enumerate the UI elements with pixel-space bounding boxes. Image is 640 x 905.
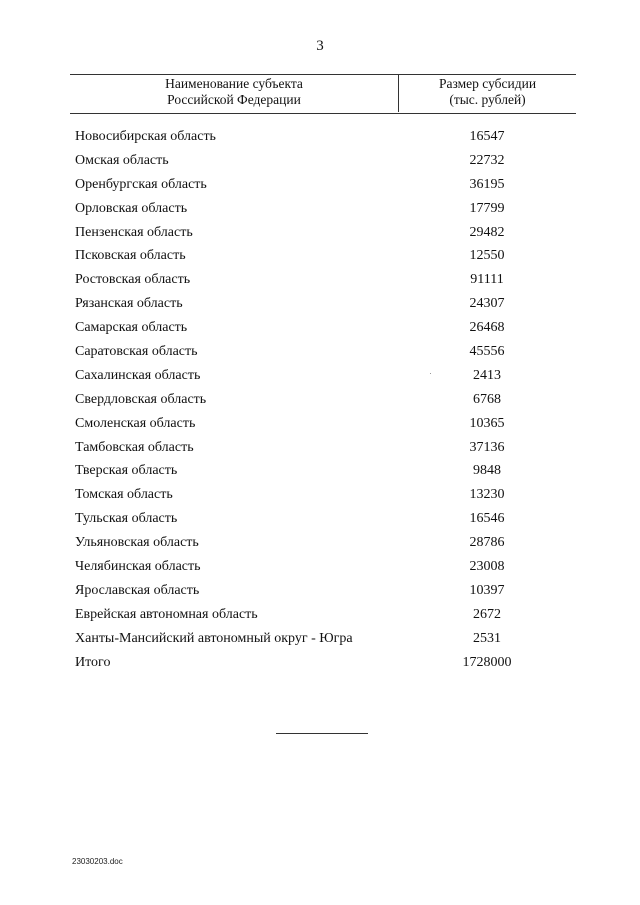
region-name: Пензенская область [75,224,193,240]
region-name: Томская область [75,487,173,503]
table-row [70,271,576,295]
region-name: Самарская область [75,320,188,336]
table-row [70,367,576,391]
table-row [70,128,576,152]
table-row [70,152,576,176]
table-body [70,128,576,677]
table-row [70,439,576,463]
region-name: Новосибирская область [75,129,216,144]
region-name: Саратовская область [75,344,198,360]
table-row [70,462,576,486]
header-region-name-line1: Наименование субъекта [165,76,303,91]
region-name: Смоленская область [75,415,196,431]
region-name: Омская область [75,152,169,168]
table-row [70,391,576,415]
region-name: Итого [75,654,111,670]
table-row [70,582,576,606]
table-row [70,510,576,534]
subsidy-amount: 12550 [469,248,505,264]
subsidy-amount: 16547 [469,129,505,144]
table-row [70,247,576,271]
table-row [70,224,576,248]
region-name: Тульская область [75,511,178,527]
subsidy-amount: 91111 [470,272,504,288]
table-row [70,415,576,439]
table-row [70,558,576,582]
region-name: Челябинская область [75,559,201,575]
subsidy-amount: 13230 [469,487,505,503]
table-row [70,630,576,654]
region-name: Ростовская область [75,272,191,288]
region-name: Ханты-Мансийский автономный округ - Югра [75,630,353,646]
table-row [70,176,576,200]
header-subsidy-amount-line2: (тыс. рублей) [449,92,526,107]
subsidy-amount: 2672 [473,606,501,622]
subsidy-amount: 1728000 [462,654,512,670]
subsidy-amount: 23008 [469,559,505,575]
subsidy-amount: 26468 [469,320,505,336]
subsidy-amount: 16546 [469,511,505,527]
subsidy-amount: 10397 [469,582,505,598]
header-region-name [70,76,398,108]
region-name: Тверская область [75,463,178,479]
region-name: Ульяновская область [75,535,199,551]
subsidy-amount: 10365 [469,415,505,431]
subsidy-amount: 6768 [473,391,501,407]
region-name: Ярославская область [75,582,200,598]
subsidy-amount: 24307 [469,296,505,312]
region-name: Свердловская область [75,391,207,407]
page-number: 3 [316,38,324,54]
table-row [70,486,576,510]
region-name: Сахалинская область [75,367,201,383]
header-subsidy-amount-line1: Размер субсидии [438,76,537,91]
table-row [70,319,576,343]
subsidy-amount: 22732 [469,152,505,168]
subsidy-amount: 2531 [473,630,501,646]
subsidy-table [70,74,576,670]
subsidy-amount: 2413 [473,367,501,383]
end-rule [276,733,368,734]
document-id: 23030203.doc [72,857,123,866]
region-name: Орловская область [75,200,188,216]
subsidy-amount: 28786 [469,535,505,551]
table-row [70,343,576,367]
table-row [70,534,576,558]
table-row [70,200,576,224]
header-region-name-line2: Российской Федерации [167,92,301,107]
table-header [70,74,576,114]
subsidy-amount: 37136 [469,439,505,455]
subsidy-amount: 29482 [469,224,505,240]
table-row [70,295,576,319]
subsidy-amount: 36195 [469,176,505,192]
region-name: Псковская область [75,248,186,264]
region-name: Оренбургская область [75,176,207,192]
scan-speck [430,373,431,374]
table-row [70,606,576,630]
subsidy-amount: 9848 [473,463,501,479]
table-row [70,654,576,678]
region-name: Тамбовская область [75,439,194,455]
header-subsidy-amount [398,75,576,112]
subsidy-amount: 45556 [469,344,505,360]
region-name: Еврейская автономная область [75,606,258,622]
subsidy-amount: 17799 [469,200,505,216]
region-name: Рязанская область [75,296,183,312]
